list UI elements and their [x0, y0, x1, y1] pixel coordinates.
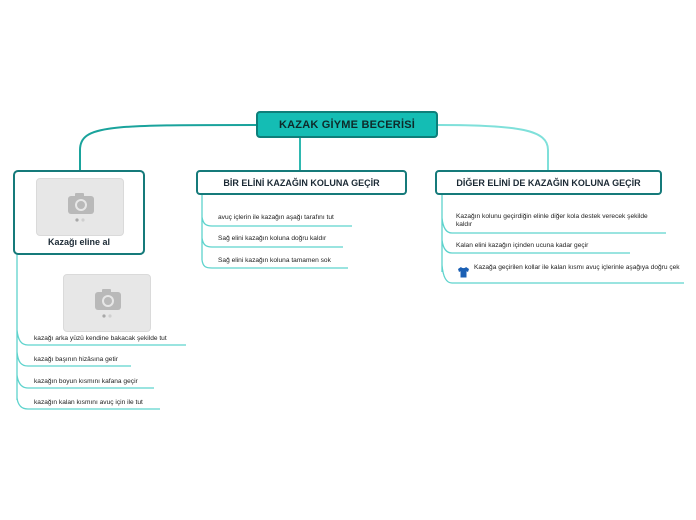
leaf-item[interactable]: avuç içlerin ile kazağın aşağı tarafını tut — [218, 214, 334, 221]
image-placeholder-2 — [63, 274, 151, 332]
leaf-item[interactable]: Kazağın kolunu geçirdiğin elinle diğer kola destek verecek şekilde kaldır — [456, 213, 648, 228]
leaf-item[interactable]: Kazağa geçirilen kollar ile kalan kısmı avuç içlerinle aşağıya doğru çek — [474, 264, 680, 271]
shirt-icon — [457, 265, 470, 277]
leaf-item[interactable]: Kalan elini kazağın içinden ucuna kadar geçir — [456, 242, 589, 249]
leaf-item[interactable]: Sağ elini kazağın koluna doğru kaldır — [218, 235, 327, 242]
leaf-item[interactable]: kazağın kalan kısmını avuç için ile tut — [34, 399, 143, 406]
image-placeholder — [36, 178, 124, 236]
topic-kazagi-eline-al[interactable] — [13, 170, 145, 255]
leaf-item[interactable]: kazağın boyun kısmını kafana geçir — [34, 378, 138, 385]
topic-label: DİĞER ELİNİ DE KAZAĞIN KOLUNA GEÇİR — [456, 177, 641, 188]
topic-bir-elini[interactable] — [196, 170, 407, 195]
topic-diger-elini[interactable] — [435, 170, 662, 195]
topic-label: BİR ELİNİ KAZAĞIN KOLUNA GEÇİR — [223, 177, 380, 188]
root-label: KAZAK GİYME BECERİSİ — [278, 118, 415, 131]
leaf-item[interactable]: Sağ elini kazağın koluna tamamen sok — [218, 257, 331, 264]
root-topic[interactable] — [256, 111, 438, 138]
camera-icon — [64, 275, 152, 333]
leaf-item[interactable]: kazağı arka yüzü kendine bakacak şekilde tut — [34, 335, 167, 342]
leaf-item[interactable]: kazağı başının hizâsına getir — [34, 356, 118, 363]
camera-icon — [37, 179, 125, 237]
topic-label: Kazağı eline al — [47, 237, 111, 247]
